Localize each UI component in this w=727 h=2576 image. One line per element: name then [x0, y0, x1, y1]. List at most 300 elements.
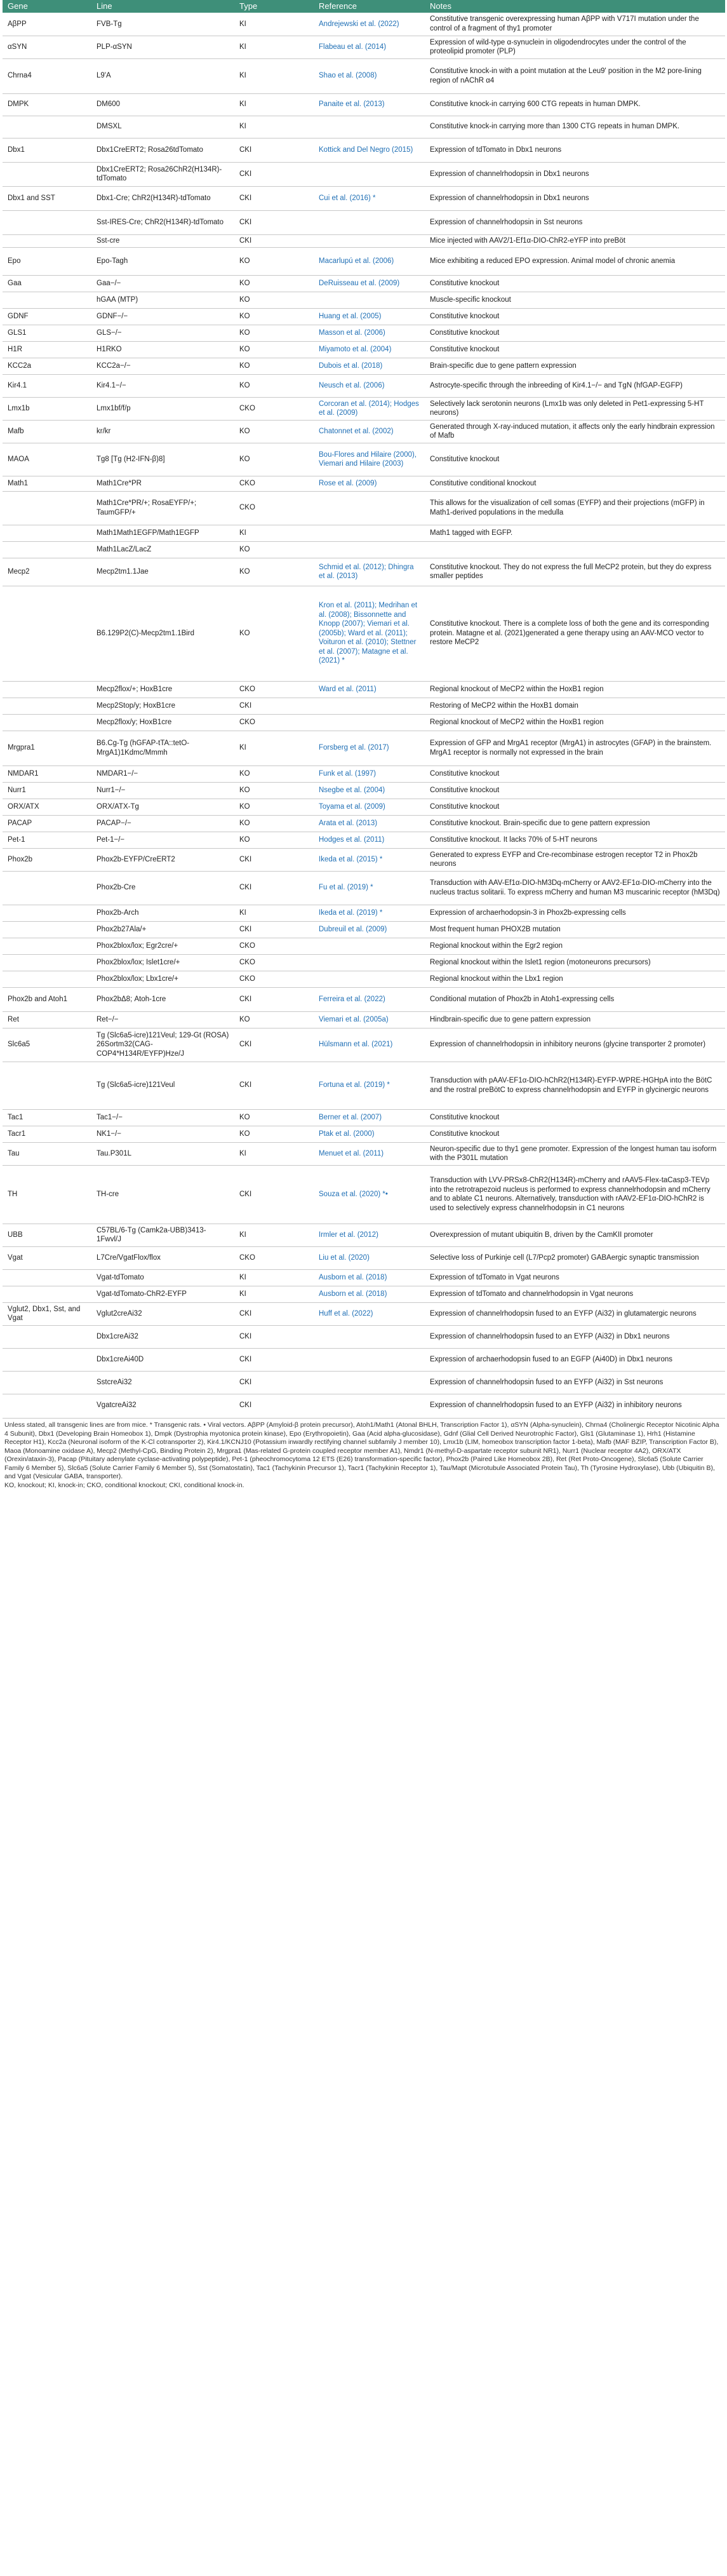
cell-type: KO	[234, 247, 314, 275]
cell-notes: Constitutive knockout	[425, 275, 725, 292]
cell-reference: Huff et al. (2022)	[314, 1302, 425, 1325]
table-row	[3, 971, 725, 987]
cell-type: KI	[234, 58, 314, 93]
cell-reference	[314, 971, 425, 987]
cell-type: CKI	[234, 698, 314, 714]
cell-gene: Kir4.1	[3, 374, 91, 397]
table-row	[3, 681, 725, 698]
cell-line: ORX/ATX-Tg	[91, 799, 234, 815]
cell-gene	[3, 1371, 91, 1394]
table-row	[3, 1062, 725, 1109]
cell-line: Epo-Tagh	[91, 247, 234, 275]
cell-gene: Tau	[3, 1142, 91, 1165]
table-row	[3, 162, 725, 186]
table-row	[3, 325, 725, 341]
cell-type: CKO	[234, 397, 314, 420]
cell-notes: Regional knockout of MeCP2 within the HoxB1 region	[425, 681, 725, 698]
table-row	[3, 782, 725, 799]
cell-gene: αSYN	[3, 36, 91, 58]
cell-type: KO	[234, 541, 314, 558]
cell-notes: Expression of tdTomato and channelrhodopsin in Vgat neurons	[425, 1286, 725, 1302]
cell-gene	[3, 234, 91, 247]
cell-type: KO	[234, 325, 314, 341]
cell-reference	[314, 698, 425, 714]
cell-type: KO	[234, 1109, 314, 1126]
cell-reference: Bou-Flores and Hilaire (2000), Viemari and Hilaire (2003)	[314, 443, 425, 476]
cell-reference: Irmler et al. (2012)	[314, 1224, 425, 1246]
table-row	[3, 397, 725, 420]
cell-type: KO	[234, 420, 314, 443]
cell-gene	[3, 871, 91, 905]
cell-reference	[314, 541, 425, 558]
cell-reference: Ikeda et al. (2019) *	[314, 905, 425, 921]
cell-gene: Phox2b	[3, 848, 91, 871]
cell-type: KI	[234, 36, 314, 58]
cell-type: CKO	[234, 938, 314, 954]
cell-line: B6.129P2(C)-Mecp2tm1.1Bird	[91, 586, 234, 681]
cell-reference: Ausborn et al. (2018)	[314, 1286, 425, 1302]
cell-type: CKI	[234, 1165, 314, 1224]
cell-gene: Chrna4	[3, 58, 91, 93]
cell-line: hGAA (MTP)	[91, 292, 234, 308]
cell-reference	[314, 1394, 425, 1417]
cell-notes: Constitutive knockout	[425, 308, 725, 325]
cell-type: KO	[234, 586, 314, 681]
cell-type: CKO	[234, 714, 314, 731]
cell-type: CKI	[234, 1348, 314, 1371]
table-row	[3, 1371, 725, 1394]
cell-type: KO	[234, 341, 314, 358]
cell-reference: Souza et al. (2020) *•	[314, 1165, 425, 1224]
cell-type: KI	[234, 1142, 314, 1165]
cell-line: Phox2b-EYFP/CreERT2	[91, 848, 234, 871]
cell-type: KO	[234, 308, 314, 325]
cell-notes: Transduction with LVV-PRSx8-ChR2(H134R)-mCherry and rAAV5-Flex-taCasp3-TEVp into the retrotrapezoid nucleus is performed to express channelrhodopsin and mCherry and to ablate C1 neurons. Alternatively, transduction with rAAV2-EF1α-DIO-hChR2 is used to selectively express channelrhodopsin in C1 neurons	[425, 1165, 725, 1224]
cell-type: KI	[234, 1286, 314, 1302]
cell-line: PLP-αSYN	[91, 36, 234, 58]
cell-notes	[425, 541, 725, 558]
cell-line: Dbx1creAi32	[91, 1325, 234, 1348]
table-row	[3, 1011, 725, 1028]
table-row	[3, 938, 725, 954]
table-row	[3, 116, 725, 138]
table-row	[3, 987, 725, 1011]
cell-notes: Neuron-specific due to thy1 gene promoter. Expression of the longest human tau isoform with the P301L mutation	[425, 1142, 725, 1165]
cell-gene	[3, 1269, 91, 1286]
cell-reference: Dubois et al. (2018)	[314, 358, 425, 374]
cell-type: KI	[234, 905, 314, 921]
cell-type: KI	[234, 731, 314, 765]
table-row	[3, 871, 725, 905]
cell-reference: Nsegbe et al. (2004)	[314, 782, 425, 799]
cell-line: Tau.P301L	[91, 1142, 234, 1165]
cell-reference: Rose et al. (2009)	[314, 476, 425, 491]
cell-gene	[3, 698, 91, 714]
cell-gene	[3, 1062, 91, 1109]
cell-type: CKI	[234, 1302, 314, 1325]
cell-line: Sst-cre	[91, 234, 234, 247]
cell-line: FVB-Tg	[97, 20, 122, 28]
cell-type: CKI	[234, 162, 314, 186]
table-row	[3, 247, 725, 275]
cell-notes: Expression of tdTomato in Dbx1 neurons	[425, 138, 725, 162]
cell-notes: Constitutive knockout	[425, 1109, 725, 1126]
table-row	[3, 1246, 725, 1269]
cell-notes: Generated to express EYFP and Cre-recombinase estrogen receptor T2 in Phox2b neurons	[425, 848, 725, 871]
cell-gene: ORX/ATX	[3, 799, 91, 815]
cell-reference	[314, 162, 425, 186]
cell-type: CKO	[234, 491, 314, 525]
cell-line: DMSXL	[91, 116, 234, 138]
table-row	[3, 1325, 725, 1348]
table-row	[3, 275, 725, 292]
table-row	[3, 36, 725, 58]
cell-notes: Expression of channelrhodopsin fused to an EYFP (Ai32) in inhibitory neurons	[425, 1394, 725, 1417]
cell-gene: Nurr1	[3, 782, 91, 799]
cell-line: Lmx1bf/f/p	[91, 397, 234, 420]
cell-reference: Miyamoto et al. (2004)	[314, 341, 425, 358]
cell-notes: Constitutive knockout. They do not express the full MeCP2 protein, but they do express smaller peptides	[425, 558, 725, 586]
cell-reference	[314, 1325, 425, 1348]
cell-line: Tg (Slc6a5-icre)121Veul; 129-Gt (ROSA) 26Sortm32(CAG-COP4*H134R/EYFP)Hze/J	[91, 1028, 234, 1062]
table-row	[3, 491, 725, 525]
cell-line: NMDAR1−/−	[91, 765, 234, 782]
cell-reference	[314, 954, 425, 971]
cell-line: Mecp2flox/+; HoxB1cre	[91, 681, 234, 698]
cell-gene	[3, 681, 91, 698]
table-row	[3, 765, 725, 782]
cell-notes: Conditional mutation of Phox2b in Atoh1-expressing cells	[425, 987, 725, 1011]
cell-type: CKI	[234, 1371, 314, 1394]
cell-type: KI	[234, 1224, 314, 1246]
table-row	[3, 1028, 725, 1062]
cell-line: Phox2b-Cre	[91, 871, 234, 905]
cell-gene: Vglut2, Dbx1, Sst, and Vgat	[3, 1302, 91, 1325]
cell-notes: Regional knockout within the Egr2 region	[425, 938, 725, 954]
cell-notes: Expression of GFP and MrgA1 receptor (MrgA1) in astrocytes (GFAP) in the brainstem. MrgA1 receptor is normally not expressed in the brain	[425, 731, 725, 765]
cell-gene: AβPP	[8, 20, 27, 28]
cell-notes: Mice injected with AAV2/1-Ef1α-DIO-ChR2-eYFP into preBöt	[425, 234, 725, 247]
table-header	[3, 0, 725, 13]
table-row	[3, 1126, 725, 1142]
cell-type: CKI	[234, 234, 314, 247]
cell-line: Tac1−/−	[91, 1109, 234, 1126]
table-row	[3, 815, 725, 832]
cell-type: KO	[234, 374, 314, 397]
cell-notes: Constitutive knockout	[425, 443, 725, 476]
table-body	[3, 13, 725, 1417]
cell-notes: Expression of channelrhodopsin fused to an EYFP (Ai32) in Sst neurons	[425, 1371, 725, 1394]
table-row	[3, 1224, 725, 1246]
cell-gene	[3, 714, 91, 731]
cell-type: KO	[234, 443, 314, 476]
cell-gene: DMPK	[3, 93, 91, 116]
cell-line: Tg (Slc6a5-icre)121Veul	[91, 1062, 234, 1109]
table-row	[3, 210, 725, 234]
table-row	[3, 234, 725, 247]
header-notes: Notes	[425, 0, 725, 13]
cell-notes: Constitutive knock-in carrying 600 CTG repeats in human DMPK.	[425, 93, 725, 116]
cell-gene	[3, 210, 91, 234]
cell-notes: Brain-specific due to gene pattern expression	[425, 358, 725, 374]
cell-notes: Restoring of MeCP2 within the HoxB1 domain	[425, 698, 725, 714]
cell-reference	[314, 234, 425, 247]
table-row	[3, 308, 725, 325]
cell-type: KI	[234, 1269, 314, 1286]
cell-line: Vglut2creAi32	[91, 1302, 234, 1325]
cell-gene	[3, 1325, 91, 1348]
cell-type: CKO	[234, 1246, 314, 1269]
table-row	[3, 1165, 725, 1224]
cell-gene: Tac1	[3, 1109, 91, 1126]
cell-notes: Expression of channelrhodopsin in Dbx1 neurons	[425, 186, 725, 210]
cell-reference: Ikeda et al. (2015) *	[314, 848, 425, 871]
table-row	[3, 525, 725, 541]
cell-line: Mecp2Stop/y; HoxB1cre	[91, 698, 234, 714]
cell-notes: Overexpression of mutant ubiquitin B, driven by the CamKII promoter	[425, 1224, 725, 1246]
cell-reference: Ausborn et al. (2018)	[314, 1269, 425, 1286]
cell-notes: Expression of wild-type α-synuclein in oligodendrocytes under the control of the proteolipid promoter (PLP)	[425, 36, 725, 58]
cell-type: KO	[234, 358, 314, 374]
cell-line: Pet-1−/−	[91, 832, 234, 848]
cell-gene	[3, 1286, 91, 1302]
cell-reference	[314, 1371, 425, 1394]
cell-reference: Viemari et al. (2005a)	[314, 1011, 425, 1028]
cell-notes: Expression of channelrhodopsin fused to an EYFP (Ai32) in Dbx1 neurons	[425, 1325, 725, 1348]
cell-notes: Expression of channelrhodopsin in Dbx1 neurons	[425, 162, 725, 186]
table-row	[3, 93, 725, 116]
cell-notes: Constitutive knockout. There is a complete loss of both the gene and its corresponding protein. Matagne et al. (2021)generated a gene therapy using an AAV-MCO vector to restore MeCP2	[425, 586, 725, 681]
cell-type: CKI	[234, 186, 314, 210]
cell-line: Dbx1creAi40D	[91, 1348, 234, 1371]
cell-line: Mecp2flox/y; HoxB1cre	[91, 714, 234, 731]
cell-type: CKO	[234, 954, 314, 971]
cell-line: Phox2b27Ala/+	[91, 921, 234, 938]
cell-reference: Cui et al. (2016) *	[314, 186, 425, 210]
table-row	[3, 374, 725, 397]
cell-notes: Expression of archaerhodopsin fused to an EGFP (Ai40D) in Dbx1 neurons	[425, 1348, 725, 1371]
cell-gene: Ret	[3, 1011, 91, 1028]
cell-type: KO	[234, 1011, 314, 1028]
table-row	[3, 1286, 725, 1302]
cell-gene: Epo	[3, 247, 91, 275]
table-row	[3, 13, 725, 36]
cell-type: KO	[234, 292, 314, 308]
cell-reference: DeRuisseau et al. (2009)	[314, 275, 425, 292]
cell-line: Tg8 [Tg (H2-IFN-β)8]	[91, 443, 234, 476]
cell-reference: Forsberg et al. (2017)	[314, 731, 425, 765]
cell-gene	[3, 954, 91, 971]
cell-gene	[3, 1394, 91, 1417]
cell-type: KO	[234, 765, 314, 782]
cell-reference	[314, 525, 425, 541]
cell-type: CKI	[234, 1062, 314, 1109]
cell-line: Dbx1-Cre; ChR2(H134R)-tdTomato	[91, 186, 234, 210]
cell-reference: Kron et al. (2011); Medrihan et al. (2008); Bissonnette and Knopp (2007); Viemari et al. (2005b); Ward et al. (2011); Voituron et al. (2010); Stettner et al. (2007); Matagne et al. (2021) *	[314, 586, 425, 681]
cell-reference: Flabeau et al. (2014)	[314, 36, 425, 58]
cell-type: CKI	[234, 138, 314, 162]
cell-line: Mecp2tm1.1Jae	[91, 558, 234, 586]
cell-line: Phox2bΔ8; Atoh-1cre	[91, 987, 234, 1011]
table-row	[3, 420, 725, 443]
cell-notes: Muscle-specific knockout	[425, 292, 725, 308]
cell-type: KI	[234, 116, 314, 138]
cell-line: Math1Math1EGFP/Math1EGFP	[91, 525, 234, 541]
cell-reference: Shao et al. (2008)	[314, 58, 425, 93]
cell-reference: Panaite et al. (2013)	[314, 93, 425, 116]
cell-gene	[3, 586, 91, 681]
table-row	[3, 186, 725, 210]
cell-line: Ret−/−	[91, 1011, 234, 1028]
cell-line: DM600	[91, 93, 234, 116]
cell-reference: Andrejewski et al. (2022)	[319, 20, 399, 28]
cell-gene: Phox2b and Atoh1	[3, 987, 91, 1011]
cell-type: KO	[234, 815, 314, 832]
cell-reference: Hülsmann et al. (2021)	[314, 1028, 425, 1062]
cell-type: KO	[234, 832, 314, 848]
cell-gene: Math1	[3, 476, 91, 491]
table-row	[3, 1348, 725, 1371]
cell-gene: MAOA	[3, 443, 91, 476]
cell-gene: Slc6a5	[3, 1028, 91, 1062]
footnote-legend: KO, knockout; KI, knock-in; CKO, conditional knockout; CKI, conditional knock-in.	[4, 1481, 244, 1489]
cell-notes: Constitutive knockout	[425, 799, 725, 815]
table-row	[3, 698, 725, 714]
cell-gene	[3, 938, 91, 954]
cell-notes: Math1 tagged with EGFP.	[425, 525, 725, 541]
cell-reference: Huang et al. (2005)	[314, 308, 425, 325]
cell-notes: Transduction with pAAV-EF1α-DIO-hChR2(H134R)-EYFP-WPRE-HGHpA into the BötC and the rostral preBötC to express channelrhodopsin and EYFP in glycinergic neurons	[425, 1062, 725, 1109]
cell-line: Phox2blox/lox; Egr2cre/+	[91, 938, 234, 954]
footnote-abbreviations: Unless stated, all transgenic lines are from mice. * Transgenic rats. • Viral vectors. AβPP (Amyloid-β protein precursor), Atoh1/Math1 (Atonal BHLH, Transcription Factor 1), αSYN (Alpha-synuclein), Chrna4 (Cholinergic Receptor Nicotinic Alpha 4 Subunit), Dbx1 (Developing Brain Homeobox 1), Dmpk (Dystrophia myotonica protein kinase), Epo (Erythropoietin), Gaa (Acid alpha-glucosidase), Gdnf (Glial Cell Derived Neurotrophic Factor), Gls1 (Glutaminase 1), Hrh1 (Histamine Receptor H1), Kcc2a (Neuronal isoform of the K-Cl cotransporter 2), Kir4.1/KCNJ10 (Potassium inwardly rectifying channel subfamily J member 10), Lmx1b (LIM, homeobox transcription factor 1-beta), Mafb (MAF BZIP, Transcription Factor B), Maoa (Monoamine oxidase A), Mecp2 (Methyl-CpG, Binding Protein 2), Mrgpra1 (Mas-related G-protein coupled receptor member A1), Nmdr1 (N-methyl-D-aspartate receptor subunit NR1), Nurr1 (Nuclear receptor 4A2), ORX/ATX (Orexin/ataxin-3), Pacap (Pituitary adenylate cyclase-activating polypeptide), Pet-1 (pheochromocytoma 12 ETS (E26) transformation-specific factor), Phox2b (Paired Like Homeobox 2B), Ret (Ret Proto-Oncogene), Slc6a5 (Solute Carrier Family 6 Member 5), Slc6a5 (Solute Carrier Family 6 Member 5), Sst (Somatostatin), Tac1 (Tachykinin Precursor 1), Tacr1 (Tachykinin Receptor 1), Tau/Mapt (Microtubule Associated Protein Tau), Th (Tyrosine Hydroxylase), Ubb (Ubiquitin B), and Vgat (Vesicular GABA, transporter).	[4, 1421, 719, 1480]
cell-reference: Dubreuil et al. (2009)	[314, 921, 425, 938]
cell-gene	[3, 971, 91, 987]
cell-reference	[314, 210, 425, 234]
cell-reference: Chatonnet et al. (2002)	[314, 420, 425, 443]
cell-gene: Mrgpra1	[3, 731, 91, 765]
cell-notes: Expression of tdTomato in Vgat neurons	[425, 1269, 725, 1286]
cell-reference: Liu et al. (2020)	[314, 1246, 425, 1269]
cell-type: KI	[234, 525, 314, 541]
cell-notes: Constitutive knockout. Brain-specific due to gene pattern expression	[425, 815, 725, 832]
table-row	[3, 1394, 725, 1417]
cell-notes: Mice exhibiting a reduced EPO expression. Animal model of chronic anemia	[425, 247, 725, 275]
cell-reference	[314, 714, 425, 731]
cell-reference: Macarlupú et al. (2006)	[314, 247, 425, 275]
cell-line: Dbx1CreERT2; Rosa26ChR2(H134R)-tdTomato	[91, 162, 234, 186]
cell-notes: Regional knockout of MeCP2 within the HoxB1 region	[425, 714, 725, 731]
cell-notes: Expression of channelrhodopsin fused to an EYFP (Ai32) in glutamatergic neurons	[425, 1302, 725, 1325]
cell-gene	[3, 116, 91, 138]
table-row	[3, 443, 725, 476]
header-type: Type	[234, 0, 314, 13]
cell-gene: Tacr1	[3, 1126, 91, 1142]
cell-gene: Gaa	[3, 275, 91, 292]
table-row	[3, 138, 725, 162]
cell-type: KO	[234, 799, 314, 815]
cell-reference: Funk et al. (1997)	[314, 765, 425, 782]
table-row	[3, 832, 725, 848]
cell-notes: Constitutive conditional knockout	[425, 476, 725, 491]
table-row	[3, 58, 725, 93]
cell-gene	[3, 541, 91, 558]
cell-notes: Constitutive knockout	[425, 325, 725, 341]
cell-line: Math1Cre*PR	[91, 476, 234, 491]
cell-line: TH-cre	[91, 1165, 234, 1224]
table-row	[3, 476, 725, 491]
table-row	[3, 714, 725, 731]
cell-type: CKI	[234, 921, 314, 938]
cell-notes: Constitutive knockout	[425, 341, 725, 358]
cell-gene: KCC2a	[3, 358, 91, 374]
cell-gene	[3, 491, 91, 525]
header-gene: Gene	[3, 0, 91, 13]
cell-gene: Vgat	[3, 1246, 91, 1269]
cell-notes: Constitutive transgenic overexpressing human AβPP with V717I mutation under the control of a fragment of thy1 promoter	[430, 15, 699, 32]
header-reference: Reference	[314, 0, 425, 13]
table-row	[3, 1109, 725, 1126]
cell-reference: Kottick and Del Negro (2015)	[314, 138, 425, 162]
cell-type: KO	[234, 275, 314, 292]
cell-line: L9'A	[91, 58, 234, 93]
cell-reference: Ward et al. (2011)	[314, 681, 425, 698]
cell-type: CKI	[234, 1325, 314, 1348]
cell-reference: Arata et al. (2013)	[314, 815, 425, 832]
cell-type: KO	[234, 558, 314, 586]
cell-notes: Constitutive knock-in carrying more than 1300 CTG repeats in human DMPK.	[425, 116, 725, 138]
cell-notes: Constitutive knock-in with a point mutation at the Leu9' position in the M2 pore-lining region of nAChR α4	[425, 58, 725, 93]
cell-gene: GDNF	[3, 308, 91, 325]
cell-notes: Constitutive knockout	[425, 765, 725, 782]
cell-type: CKI	[234, 987, 314, 1011]
cell-reference: Berner et al. (2007)	[314, 1109, 425, 1126]
cell-reference: Neusch et al. (2006)	[314, 374, 425, 397]
table-row	[3, 541, 725, 558]
cell-line: NK1−/−	[91, 1126, 234, 1142]
cell-gene: PACAP	[3, 815, 91, 832]
table-row	[3, 921, 725, 938]
cell-gene: Pet-1	[3, 832, 91, 848]
cell-line: Math1LacZ/LacZ	[91, 541, 234, 558]
cell-gene: Mecp2	[3, 558, 91, 586]
cell-gene: H1R	[3, 341, 91, 358]
table-row	[3, 586, 725, 681]
cell-type: KO	[234, 1126, 314, 1142]
table-row	[3, 1142, 725, 1165]
cell-line: Kir4.1−/−	[91, 374, 234, 397]
cell-gene: Mafb	[3, 420, 91, 443]
cell-line: Dbx1CreERT2; Rosa26tdTomato	[91, 138, 234, 162]
cell-notes: Expression of channelrhodopsin in Sst neurons	[425, 210, 725, 234]
cell-reference: Menuet et al. (2011)	[314, 1142, 425, 1165]
cell-line: VgatcreAi32	[91, 1394, 234, 1417]
cell-type: KI	[239, 20, 246, 28]
cell-notes: Regional knockout within the Lbx1 region	[425, 971, 725, 987]
cell-type: CKI	[234, 1394, 314, 1417]
cell-gene: Dbx1 and SST	[3, 186, 91, 210]
cell-line: GLS−/−	[91, 325, 234, 341]
table-row	[3, 848, 725, 871]
cell-notes: Expression of channelrhodopsin in inhibitory neurons (glycine transporter 2 promoter)	[425, 1028, 725, 1062]
cell-notes: Regional knockout within the Islet1 region (motoneurons precursors)	[425, 954, 725, 971]
cell-line: H1RKO	[91, 341, 234, 358]
table-row	[3, 954, 725, 971]
cell-line: Sst-IRES-Cre; ChR2(H134R)-tdTomato	[91, 210, 234, 234]
cell-gene	[3, 292, 91, 308]
cell-type: CKI	[234, 1028, 314, 1062]
cell-line: Vgat-tdTomato	[91, 1269, 234, 1286]
cell-reference: Toyama et al. (2009)	[314, 799, 425, 815]
